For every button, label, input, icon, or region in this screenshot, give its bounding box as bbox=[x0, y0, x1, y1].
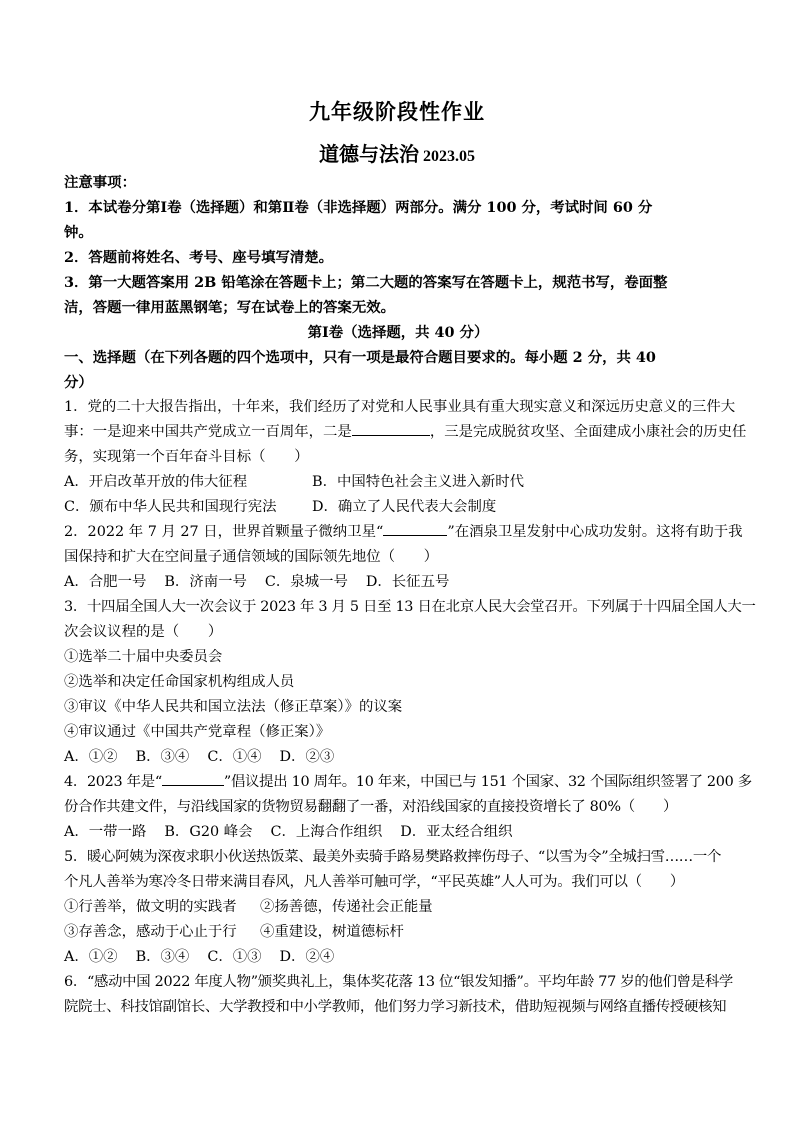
q4-stem-line-2: 份合作共建文件，与沿线国家的货物贸易翻翻了一番，对沿线国家的直接投资增长了 80%（ ） bbox=[64, 799, 678, 815]
section-heading-line-1: 一、选择题（在下列各题的四个选项中，只有一项是最符合题目要求的。每小题 2 分，共 40 bbox=[64, 349, 656, 366]
q2-stem-line-2: 国保持和扩大在空间量子通信领域的国际领先地位（ ） bbox=[64, 549, 439, 565]
q4-option-a: A．一带一路 bbox=[64, 824, 147, 840]
q4-stem-line-1 bbox=[64, 770, 752, 795]
q4-text-a: 4．2023 年是“ bbox=[64, 774, 162, 790]
q3-statement-2: ②选举和决定任命国家机构组成人员 bbox=[64, 674, 295, 690]
q5-statement-3: ③存善念，感动于心止于行 bbox=[64, 924, 237, 940]
note-1-line-1: 1．本试卷分第Ⅰ卷（选择题）和第Ⅱ卷（非选择题）两部分。满分 100 分，考试时间 60 分 bbox=[64, 199, 653, 216]
subject-line bbox=[0, 138, 794, 167]
q6-stem-line-1: 6．“感动中国 2022 年度人物”颁奖典礼上，集体奖花落 13 位“银发知播”。平均年龄 77 岁的他们曾是科学 bbox=[64, 974, 734, 990]
q1-option-a: A．开启改革开放的伟大征程 bbox=[64, 474, 248, 490]
q2-option-b: B．济南一号 bbox=[164, 574, 247, 590]
q5-options bbox=[64, 945, 732, 970]
q5-option-a: A．①② bbox=[64, 949, 118, 965]
q4-text-b: ”倡议提出 10 周年。10 年来，中国已与 151 个国家、32 个国际组织签署了 200 多 bbox=[223, 774, 752, 790]
q3-statement-1: ①选举二十届中央委员会 bbox=[64, 649, 223, 665]
q2-blank bbox=[383, 521, 447, 536]
q5-statement-2: ②扬善德，传递社会正能量 bbox=[260, 899, 433, 915]
q2-options bbox=[64, 570, 732, 595]
notes-heading: 注意事项： bbox=[64, 174, 136, 191]
q3-statement-3: ③审议《中华人民共和国立法法（修正草案）》的议案 bbox=[64, 699, 403, 715]
q4-blank bbox=[162, 771, 224, 786]
q5-statement-4: ④重建设，树道德标杆 bbox=[260, 924, 404, 940]
q1-option-b: B．中国特色社会主义进入新时代 bbox=[312, 474, 525, 490]
q1-stem-line-3: 务，实现第一个百年奋斗目标（ ） bbox=[64, 449, 309, 465]
q2-option-c: C．泉城一号 bbox=[264, 574, 348, 590]
q2-text-b: ”在酒泉卫星发射中心成功发射。这将有助于我 bbox=[447, 524, 743, 540]
q2-text-a: 2．2022 年 7 月 27 日，世界首颗量子微纳卫星“ bbox=[64, 524, 384, 540]
exam-title: 九年级阶段性作业 bbox=[309, 99, 485, 124]
q3-options bbox=[64, 745, 732, 770]
q5-stem-line-1: 5．暖心阿姨为深夜求职小伙送热饭菜、最美外卖骑手路易樊路救摔伤母子、“以雪为令”全城扫雪……一个 bbox=[64, 849, 722, 865]
q5-option-d: D．②④ bbox=[279, 949, 335, 965]
q1-stem-line-2 bbox=[64, 420, 747, 445]
q3-stem-line-1: 3．十四届全国人大一次会议于 2023 年 3 月 5 日至 13 日在北京人民大会堂召开。下列属于十四届全国人大一 bbox=[64, 599, 756, 615]
q1-blank bbox=[352, 421, 430, 436]
q3-option-d: D．②③ bbox=[279, 749, 335, 765]
q4-option-b: B．G20 峰会 bbox=[164, 824, 253, 840]
subject-name: 道德与法治 bbox=[319, 142, 419, 166]
part1-title: 第Ⅰ卷（选择题，共 40 分） bbox=[307, 324, 489, 341]
q4-option-c: C．上海合作组织 bbox=[270, 824, 383, 840]
q1-option-d: D．确立了人民代表大会制度 bbox=[312, 499, 497, 515]
note-2: 2．答题前将姓名、考号、座号填写清楚。 bbox=[64, 249, 334, 266]
q5-option-b: B．③④ bbox=[135, 949, 190, 965]
q2-stem-line-1 bbox=[64, 520, 743, 545]
q3-option-b: B．③④ bbox=[135, 749, 190, 765]
q1-text-a: 事：一是迎来中国共产党成立一百周年，二是 bbox=[64, 424, 352, 440]
q1-option-c: C．颁布中华人民共和国现行宪法 bbox=[64, 499, 277, 515]
q1-options-row-1 bbox=[64, 470, 732, 495]
q6-stem-line-2: 院院士、科技馆副馆长、大学教授和中小学教师，他们努力学习新技术，借助短视频与网络直播传授硬核知 bbox=[64, 999, 727, 1015]
note-1-line-2: 钟。 bbox=[64, 224, 93, 241]
q5-option-c: C．①③ bbox=[207, 949, 262, 965]
q4-options bbox=[64, 820, 732, 845]
q1-text-b: ，三是完成脱贫攻坚、全面建成小康社会的历史任 bbox=[429, 424, 747, 440]
q5-statements-row-2 bbox=[64, 920, 732, 945]
q5-stem-line-2: 个凡人善举为寒冷冬日带来满目春风，凡人善举可触可学，“平民英雄”人人可为。我们可以（ ） bbox=[64, 874, 685, 890]
q3-option-a: A．①② bbox=[64, 749, 118, 765]
q3-stem-line-2: 次会议议程的是（ ） bbox=[64, 624, 223, 640]
q2-option-d: D．长征五号 bbox=[365, 574, 450, 590]
q3-option-c: C．①④ bbox=[207, 749, 262, 765]
q4-option-d: D．亚太经合组织 bbox=[400, 824, 513, 840]
section-heading-line-2: 分） bbox=[64, 374, 93, 391]
q5-statement-1: ①行善举，做文明的实践者 bbox=[64, 899, 237, 915]
note-3-line-2: 洁，答题一律用蓝黑钢笔；写在试卷上的答案无效。 bbox=[64, 299, 395, 316]
q5-statements-row-1 bbox=[64, 895, 732, 920]
note-3-line-1: 3．第一大题答案用 2B 铅笔涂在答题卡上；第二大题的答案写在答题卡上，规范书写，卷面整 bbox=[64, 274, 668, 291]
exam-content bbox=[64, 170, 756, 1020]
exam-date: 2023.05 bbox=[423, 148, 475, 165]
q2-option-a: A．合肥一号 bbox=[64, 574, 147, 590]
q1-options-row-2 bbox=[64, 495, 732, 520]
q1-stem-line-1: 1．党的二十大报告指出，十年来，我们经历了对党和人民事业具有重大现实意义和深远历史意义的三件大 bbox=[64, 399, 736, 415]
q3-statement-4: ④审议通过《中国共产党章程（修正案）》 bbox=[64, 724, 331, 740]
